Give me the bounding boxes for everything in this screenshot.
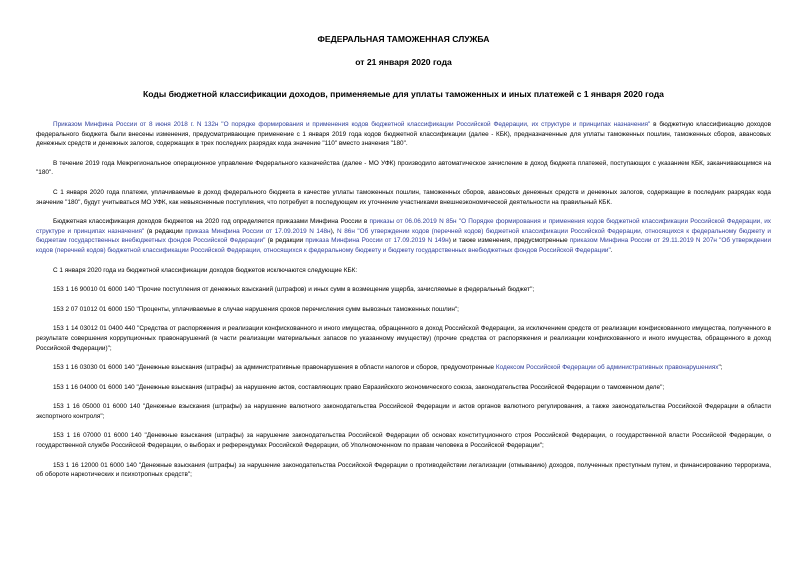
paragraph [36, 363, 771, 373]
paragraph [36, 217, 771, 255]
paragraph-text: ), [330, 227, 338, 235]
paragraph [36, 324, 771, 353]
paragraph-text: . [610, 246, 613, 254]
paragraph [36, 120, 771, 149]
document-body [36, 120, 771, 480]
paragraph-text: 153 1 16 07000 01 6000 140 "Денежные взыскания (штрафы) за нарушение законодательства Российской Федерации об основах конституционного строя Российской Федерации, о государственной власти Российской Федерации, о государственной службе Российской Федерации, о выборах и референдумах Российской Федерации, об Уполномоченном по правам человека в Российской Федерации"; [36, 432, 771, 450]
paragraph-text: "; [718, 364, 723, 372]
paragraph-text: 153 2 07 01012 01 6000 150 "Проценты, уплачиваемые в случае нарушения сроков перечисления сумм вывозных таможенных пошлин"; [53, 305, 459, 313]
paragraph-text: 153 1 14 03012 01 0400 440 "Средства от распоряжения и реализации конфискованного и иного имущества, обращенного в доход Российской Федерации, за исключением средств от реализации конфискованного имущества, полученного в результате совершения коррупционных правонарушений (в части реализации материальных запасов по указанному имуществу) (прочие средства от распоряжения и реализации конфискованного и иного имущества, обращенного в доход Российской Федерации)"; [36, 325, 771, 352]
paragraph-text: (в редакции [265, 237, 306, 245]
paragraph [36, 159, 771, 178]
paragraph-text: Бюджетная классификация доходов бюджетов на 2020 год определяется приказами Минфина России в [53, 218, 370, 226]
paragraph [36, 285, 771, 295]
paragraph [36, 188, 771, 207]
document-link[interactable]: Кодексом Российской Федерации об административных правонарушениях [495, 364, 719, 372]
paragraph [36, 383, 771, 393]
paragraph [36, 266, 771, 276]
paragraph-text: С 1 января 2020 года платежи, уплачиваемые в доход федерального бюджета в качестве уплаты таможенных пошлин, таможенных сборов, авансовых денежных средств и денежных залогов, содержащие в последних разрядах кода значение "180", будут учитываться МО УФК, как невыясненные поступления, что потребует в последующем их уточнение участниками внешнеэкономической деятельности на правильный КБК. [36, 188, 771, 206]
paragraph [36, 431, 771, 450]
paragraph-text: ) и также изменения, предусмотренные [448, 237, 570, 245]
paragraph-text: в бюджетную классификацию доходов федерального бюджета были внесены изменения, предусматривающие применение с 1 января 2019 года кодов бюджетной классификации (далее - КБК), предназначенные для уплаты таможенных пошлин, таможенных сборов, авансовых денежных средств и денежных залогов, содержащих в трех последних разрядах кода значение "110" вместо значения "180". [36, 121, 771, 148]
paragraph-text: (в редакции [144, 227, 186, 235]
document-link[interactable]: приказа Минфина России от 17.09.2019 N 148н [185, 227, 331, 235]
paragraph [36, 305, 771, 315]
paragraph [36, 402, 771, 421]
document-link[interactable]: N 86н "Об утверждении кодов (перечней кодов) бюджетной классификации Российской Федерации, относящихся к федеральному бюджету и бюджетам государственных внебюджетных фондов Российской Федерации" [36, 227, 771, 245]
paragraph-text: 153 1 16 12000 01 6000 140 "Денежные взыскания (штрафы) за нарушение законодательства Российской Федерации о противодействии легализации (отмыванию) доходов, полученных преступным путем, и финансированию терроризма, об обороте наркотических и психотропных средств"; [36, 461, 771, 479]
paragraph-text: 153 1 16 05000 01 6000 140 "Денежные взыскания (штрафы) за нарушение валютного законодательства Российской Федерации и актов органов валютного регулирования, а также законодательства Российской Федерации в области экспортного контроля"; [36, 403, 771, 420]
paragraph-text: С 1 января 2020 года из бюджетной классификации доходов бюджетов исключаются следующие КБК: [53, 266, 358, 274]
document-link[interactable]: приказа Минфина России от 17.09.2019 N 149н [305, 237, 449, 245]
document-title: Коды бюджетной классификации доходов, применяемые для уплаты таможенных и иных платежей с 1 января 2020 года [143, 89, 664, 99]
paragraph-text: 153 1 16 04000 01 6000 140 "Денежные взыскания (штрафы) за нарушение актов, составляющих право Евразийского экономического союза, законодательства Российской Федерации о таможенном деле"; [53, 383, 665, 391]
document-date: от 21 января 2020 года [355, 57, 452, 67]
paragraph-text: 153 1 16 90010 01 6000 140 "Прочие поступления от денежных взысканий (штрафов) и иных сумм в возмещение ущерба, зачисляемые в федеральный бюджет"; [53, 286, 535, 294]
document-link[interactable]: приказом Минфина России от 29.11.2019 N 207н "Об утверждении кодов (перечней кодов) бюджетной классификации Российской Федерации, относящихся к федеральному бюджету и бюджету государственных внебюджетных фондов Российской Федерации" [36, 237, 772, 254]
org-name: ФЕДЕРАЛЬНАЯ ТАМОЖЕННАЯ СЛУЖБА [317, 34, 490, 44]
document-link[interactable]: приказы от 06.06.2019 N 85н "О Порядке формирования и применения кодов бюджетной классификации Российской Федерации, их структуре и принципах назначения" [36, 218, 771, 235]
document-link[interactable]: Приказом Минфина России от 8 июня 2018 г. N 132н "О порядке формирования и применения кодов бюджетной классификации Российской Федерации, их структуре и принципах назначения" [53, 121, 651, 128]
paragraph-text: В течение 2019 года Межрегиональное операционное управление Федерального казначейства (далее - МО УФК) производило автоматическое зачисление в доход бюджета платежей, поступающих с указанием КБК, заканчивающимся на "180". [36, 159, 771, 177]
paragraph [36, 461, 771, 480]
paragraph-text: 153 1 16 03030 01 6000 140 "Денежные взыскания (штрафы) за административные правонарушения в области налогов и сборов, предусмотренные [53, 364, 496, 372]
